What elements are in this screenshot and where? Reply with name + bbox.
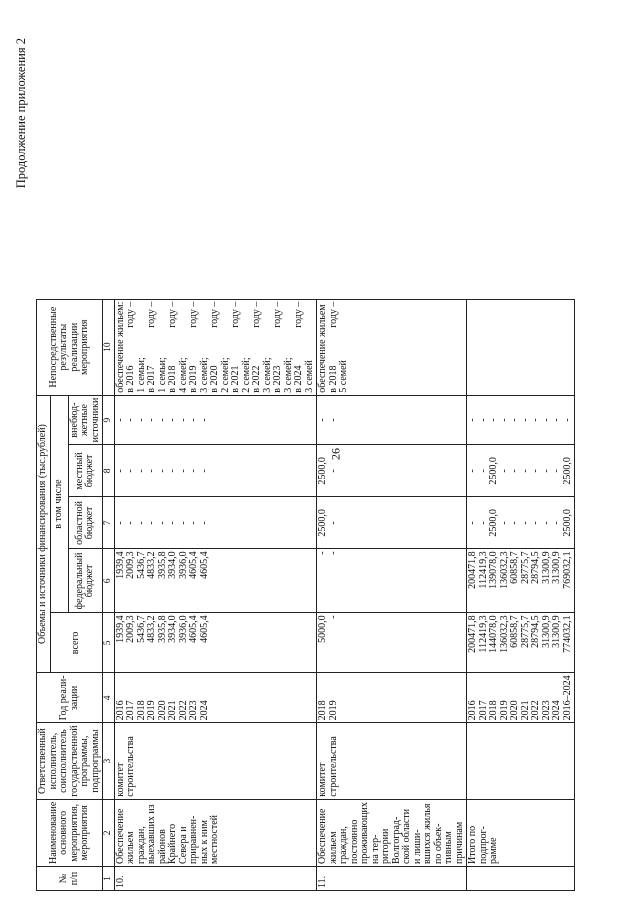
table-body xyxy=(114,299,575,890)
result-text: году – xyxy=(327,301,339,328)
federal-list: 1939,4 2009,3 5436,7 4833,2 3935,8 3934,0 3936,0 4605,4 4605,4 xyxy=(114,549,317,613)
table-row xyxy=(317,299,467,890)
row-number xyxy=(467,867,575,891)
col-total-header: всего xyxy=(50,613,103,673)
executor: комитет строительства xyxy=(114,723,317,799)
table-row xyxy=(114,299,317,890)
executor xyxy=(467,723,575,799)
result-text: 1 семьи; xyxy=(135,357,147,393)
measure-name: Обеспечение жильем граждан, выехавших из районов Крайнего Севера и приравнен- ных к ним местностей xyxy=(114,799,317,866)
result-text: году – xyxy=(188,301,199,328)
page-number: 26 xyxy=(328,448,343,460)
col-results-header: Непосредственные результаты реализации мероприятия xyxy=(37,299,103,395)
total-list: 5000,0 - xyxy=(317,613,467,673)
col-regional-header: областной бюджет xyxy=(68,497,103,549)
results-cell xyxy=(317,299,467,395)
result-text: 5 семей xyxy=(338,360,349,393)
local-list: - - 2500,0 - - - - - - 2500,0 xyxy=(467,445,575,497)
result-text: 1 семьи; xyxy=(156,357,168,393)
result-text: году – xyxy=(167,301,178,328)
years-list: 2018 2019 xyxy=(317,673,467,723)
result-line xyxy=(305,302,316,393)
result-text: в 2017 xyxy=(146,365,157,393)
result-text: 2 семей; xyxy=(240,357,252,393)
col-funding-header: Объемы и источники финансирования (тыс.рублей) xyxy=(37,395,51,673)
result-line xyxy=(318,302,329,393)
col-number: 1 xyxy=(103,867,115,891)
col-number: 3 xyxy=(103,723,115,799)
regional-list: 2500,0 - xyxy=(317,497,467,549)
result-line xyxy=(339,302,350,393)
column-number-row xyxy=(103,299,115,890)
col-number: 4 xyxy=(103,673,115,723)
results-cell xyxy=(114,299,317,395)
col-executor-header: Ответственный исполнитель, соисполнитель государственной программы, подпрограммы xyxy=(37,723,103,799)
result-text: в 2021 xyxy=(230,365,241,393)
result-text: году – xyxy=(209,301,220,328)
offbudget-list: - - - - - - - - - xyxy=(114,395,317,445)
col-number: 7 xyxy=(103,497,115,549)
results-cell xyxy=(467,299,575,395)
years-list: 2016 2017 2018 2019 2020 2021 2022 2023 2024 2016–2024 xyxy=(467,673,575,723)
executor: комитет строительства xyxy=(317,723,467,799)
col-number: 10 xyxy=(103,299,115,395)
result-line xyxy=(252,302,263,393)
col-incl-header: в том числе xyxy=(50,395,68,613)
offbudget-list: - - - - - - - - - - xyxy=(467,395,575,445)
result-line xyxy=(168,302,179,393)
result-text: 4 семей; xyxy=(177,357,189,393)
years-list: 2016 2017 2018 2019 2020 2021 2022 2023 2024 xyxy=(114,673,317,723)
total-list: 200471,8 112419,3 144078,0 136032,3 60858,7 28775,7 28794,5 31300,9 31300,9 774032,1 xyxy=(467,613,575,673)
regional-list: - - 2500,0 - - - - - - 2500,0 xyxy=(467,497,575,549)
result-text: 3 семей xyxy=(303,360,315,393)
col-year-header: Год реали- зации xyxy=(37,673,103,723)
row-number: 11. xyxy=(317,867,467,891)
col-federal-header: федеральный бюджет xyxy=(68,549,103,613)
result-text: в 2023 xyxy=(272,365,283,393)
offbudget-list: - - xyxy=(317,395,467,445)
result-text: 3 семей; xyxy=(282,357,294,393)
table-row xyxy=(467,299,575,890)
result-text: 2 семей; xyxy=(219,357,231,393)
col-number: 8 xyxy=(103,445,115,497)
result-text: в 2022 xyxy=(251,365,262,393)
row-number: 10. xyxy=(114,867,317,891)
result-line xyxy=(294,302,305,393)
result-text: году – xyxy=(251,301,262,328)
result-line xyxy=(147,302,158,393)
col-number: 6 xyxy=(103,549,115,613)
total-list: 1939,4 2009,3 5436,7 4833,2 3935,8 3934,0 3936,0 4605,4 4605,4 xyxy=(114,613,317,673)
regional-list: - - - - - - - - - xyxy=(114,497,317,549)
col-number: 2 xyxy=(103,799,115,866)
result-text: в 2016 xyxy=(125,365,136,393)
result-text: году – xyxy=(146,301,157,328)
appendix-title: Продолжение приложения 2 xyxy=(14,38,28,189)
result-text: обеспечение жильем xyxy=(317,304,328,393)
result-text: 3 семей; xyxy=(198,357,210,393)
local-list: 2500,0 - xyxy=(317,445,467,497)
result-text: в 2018 xyxy=(167,365,178,393)
result-line xyxy=(126,302,137,393)
result-text: в 2024 xyxy=(293,365,304,393)
result-text: году – xyxy=(125,301,136,328)
col-offbudget-header: внебюд- жетные источники xyxy=(68,395,103,445)
result-line xyxy=(273,302,284,393)
result-text: 3 семей; xyxy=(261,357,273,393)
result-text: в 2020 xyxy=(209,365,220,393)
result-text: году – xyxy=(272,301,283,328)
result-line xyxy=(189,302,200,393)
financing-table xyxy=(36,299,575,891)
result-text: в 2018 xyxy=(327,365,339,393)
measure-name: Обеспечение жильем граждан, постоянно проживающих на тер- ритории Волгоград- ской области и лиши- вшихся жилья по объек- тивным причинам xyxy=(317,799,467,866)
result-text: году – xyxy=(230,301,241,328)
local-list: - - - - - - - - - xyxy=(114,445,317,497)
federal-list: - - xyxy=(317,549,467,613)
federal-list: 200471,8 112419,3 139078,0 136032,3 60858,7 28775,7 28794,5 31300,9 31300,9 769032,1 xyxy=(467,549,575,613)
col-number: 5 xyxy=(103,613,115,673)
col-number: 9 xyxy=(103,395,115,445)
result-line xyxy=(210,302,221,393)
measure-name: Итого по подпрог- рамме xyxy=(467,799,575,866)
col-local-header: местный бюджет xyxy=(68,445,103,497)
result-text: обеспечение жильем: xyxy=(114,301,126,393)
result-line xyxy=(231,302,242,393)
result-text: в 2019 xyxy=(188,365,199,393)
col-no-header: № п/п xyxy=(37,867,103,891)
col-name-header: Наименование основного мероприятия, мероприятия xyxy=(37,799,103,866)
result-text: году – xyxy=(293,301,304,328)
header-row-1 xyxy=(37,299,51,890)
